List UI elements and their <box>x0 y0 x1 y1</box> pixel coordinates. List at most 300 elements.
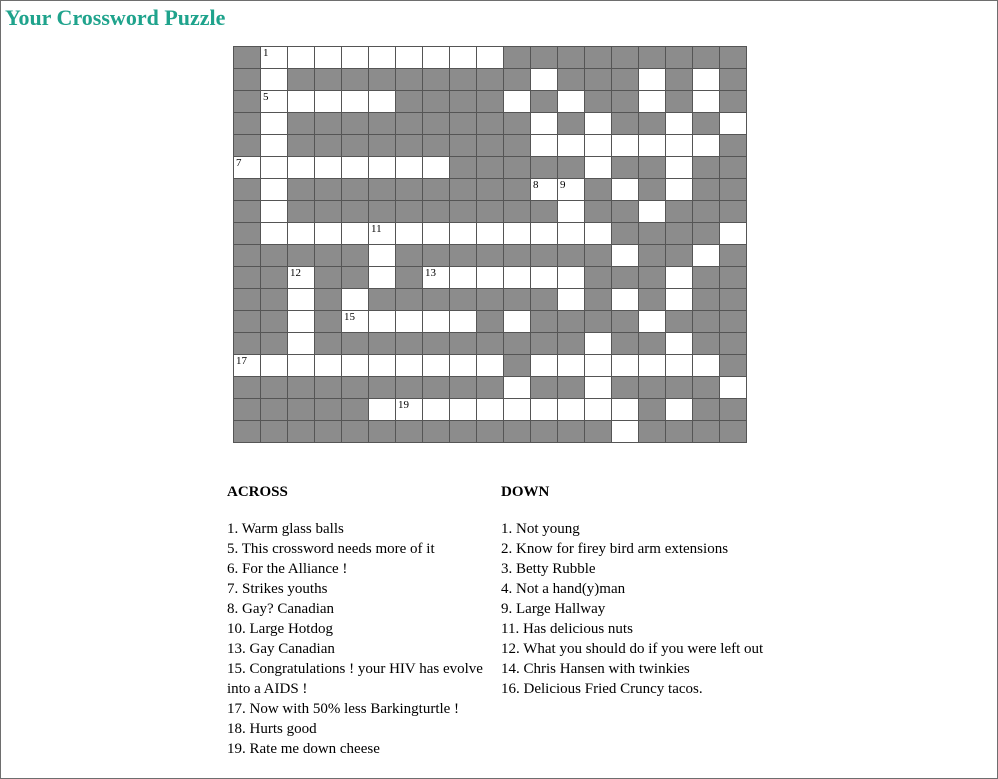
block-cell <box>558 377 585 399</box>
block-cell <box>288 135 315 157</box>
block-cell <box>450 69 477 91</box>
block-cell <box>234 69 261 91</box>
answer-cell[interactable] <box>639 135 666 157</box>
block-cell <box>234 399 261 421</box>
answer-cell[interactable] <box>666 113 693 135</box>
answer-cell[interactable] <box>666 289 693 311</box>
block-cell <box>612 157 639 179</box>
block-cell <box>585 421 612 443</box>
answer-cell[interactable] <box>261 47 288 69</box>
answer-cell[interactable] <box>234 157 261 179</box>
block-cell <box>477 179 504 201</box>
answer-cell[interactable] <box>342 223 369 245</box>
block-cell <box>693 311 720 333</box>
block-cell <box>396 69 423 91</box>
block-cell <box>477 91 504 113</box>
answer-cell[interactable] <box>504 223 531 245</box>
answer-cell[interactable] <box>396 157 423 179</box>
block-cell <box>585 69 612 91</box>
answer-cell[interactable] <box>315 47 342 69</box>
answer-cell[interactable] <box>369 91 396 113</box>
answer-cell[interactable] <box>531 399 558 421</box>
answer-cell[interactable] <box>423 223 450 245</box>
grid-row <box>234 355 747 377</box>
answer-cell[interactable] <box>585 223 612 245</box>
answer-cell[interactable] <box>423 157 450 179</box>
down-clue: 12. What you should do if you were left out <box>501 641 764 657</box>
answer-cell[interactable] <box>342 289 369 311</box>
block-cell <box>369 69 396 91</box>
block-cell <box>450 113 477 135</box>
grid-row <box>234 333 747 355</box>
answer-cell[interactable] <box>666 333 693 355</box>
block-cell <box>531 311 558 333</box>
answer-cell[interactable] <box>423 267 450 289</box>
answer-cell[interactable] <box>288 333 315 355</box>
block-cell <box>504 421 531 443</box>
answer-cell[interactable] <box>261 69 288 91</box>
answer-cell[interactable] <box>693 245 720 267</box>
block-cell <box>666 245 693 267</box>
block-cell <box>666 69 693 91</box>
block-cell <box>450 421 477 443</box>
block-cell <box>315 311 342 333</box>
answer-cell[interactable] <box>315 91 342 113</box>
block-cell <box>477 245 504 267</box>
block-cell <box>261 245 288 267</box>
answer-cell[interactable] <box>396 355 423 377</box>
block-cell <box>693 421 720 443</box>
answer-cell[interactable] <box>234 355 261 377</box>
block-cell <box>315 399 342 421</box>
answer-cell[interactable] <box>639 355 666 377</box>
answer-cell[interactable] <box>396 399 423 421</box>
clue-number: 1 <box>263 47 269 59</box>
answer-cell[interactable] <box>666 179 693 201</box>
answer-cell[interactable] <box>288 157 315 179</box>
block-cell <box>315 201 342 223</box>
block-cell <box>342 179 369 201</box>
grid-row <box>234 223 747 245</box>
block-cell <box>450 91 477 113</box>
block-cell <box>720 399 747 421</box>
block-cell <box>396 267 423 289</box>
block-cell <box>288 377 315 399</box>
block-cell <box>504 245 531 267</box>
block-cell <box>504 157 531 179</box>
answer-cell[interactable] <box>396 223 423 245</box>
answer-cell[interactable] <box>666 135 693 157</box>
block-cell <box>450 157 477 179</box>
across-clue: 19. Rate me down cheese <box>227 741 380 757</box>
grid-row <box>234 135 747 157</box>
block-cell <box>396 113 423 135</box>
block-cell <box>342 399 369 421</box>
answer-cell[interactable] <box>369 311 396 333</box>
block-cell <box>504 289 531 311</box>
answer-cell[interactable] <box>558 355 585 377</box>
block-cell <box>639 333 666 355</box>
block-cell <box>288 113 315 135</box>
block-cell <box>531 201 558 223</box>
answer-cell[interactable] <box>666 267 693 289</box>
answer-cell[interactable] <box>531 355 558 377</box>
block-cell <box>720 355 747 377</box>
answer-cell[interactable] <box>612 245 639 267</box>
answer-cell[interactable] <box>639 311 666 333</box>
down-clue: 2. Know for firey bird arm extensions <box>501 541 729 557</box>
block-cell <box>261 421 288 443</box>
down-clue: 11. Has delicious nuts <box>501 621 633 637</box>
answer-cell[interactable] <box>261 201 288 223</box>
answer-cell[interactable] <box>639 201 666 223</box>
answer-cell[interactable] <box>558 289 585 311</box>
block-cell <box>423 69 450 91</box>
block-cell <box>369 289 396 311</box>
block-cell <box>450 201 477 223</box>
block-cell <box>261 311 288 333</box>
answer-cell[interactable] <box>531 179 558 201</box>
answer-cell[interactable] <box>369 47 396 69</box>
across-clue: 15. Congratulations ! your HIV has evolve into a AIDS ! <box>227 661 483 697</box>
block-cell <box>342 421 369 443</box>
clue-number: 17 <box>236 355 247 367</box>
block-cell <box>720 333 747 355</box>
block-cell <box>477 289 504 311</box>
block-cell <box>612 267 639 289</box>
block-cell <box>288 399 315 421</box>
block-cell <box>234 333 261 355</box>
block-cell <box>558 311 585 333</box>
block-cell <box>315 135 342 157</box>
block-cell <box>531 289 558 311</box>
block-cell <box>315 113 342 135</box>
block-cell <box>342 333 369 355</box>
answer-cell[interactable] <box>693 135 720 157</box>
answer-cell[interactable] <box>558 267 585 289</box>
grid-row <box>234 179 747 201</box>
answer-cell[interactable] <box>342 311 369 333</box>
grid-row <box>234 421 747 443</box>
block-cell <box>450 179 477 201</box>
answer-cell[interactable] <box>369 355 396 377</box>
grid-row <box>234 289 747 311</box>
answer-cell[interactable] <box>261 91 288 113</box>
across-clue: 13. Gay Canadian <box>227 641 335 657</box>
block-cell <box>234 311 261 333</box>
block-cell <box>639 245 666 267</box>
answer-cell[interactable] <box>288 91 315 113</box>
answer-cell[interactable] <box>531 135 558 157</box>
block-cell <box>639 267 666 289</box>
block-cell <box>423 421 450 443</box>
grid-row <box>234 399 747 421</box>
answer-cell[interactable] <box>585 399 612 421</box>
answer-cell[interactable] <box>693 69 720 91</box>
answer-cell[interactable] <box>288 289 315 311</box>
answer-cell[interactable] <box>315 355 342 377</box>
block-cell <box>396 91 423 113</box>
answer-cell[interactable] <box>612 355 639 377</box>
clue-number: 12 <box>290 267 301 279</box>
block-cell <box>612 311 639 333</box>
block-cell <box>234 47 261 69</box>
answer-cell[interactable] <box>612 289 639 311</box>
answer-cell[interactable] <box>369 223 396 245</box>
answer-cell[interactable] <box>612 179 639 201</box>
block-cell <box>423 289 450 311</box>
block-cell <box>693 47 720 69</box>
grid-row <box>234 377 747 399</box>
answer-cell[interactable] <box>288 223 315 245</box>
answer-cell[interactable] <box>288 355 315 377</box>
answer-cell[interactable] <box>639 91 666 113</box>
answer-cell[interactable] <box>261 113 288 135</box>
block-cell <box>639 421 666 443</box>
block-cell <box>369 333 396 355</box>
answer-cell[interactable] <box>504 91 531 113</box>
block-cell <box>342 113 369 135</box>
answer-cell[interactable] <box>720 113 747 135</box>
across-clues <box>227 482 489 759</box>
answer-cell[interactable] <box>423 311 450 333</box>
block-cell <box>423 333 450 355</box>
block-cell <box>315 69 342 91</box>
across-clue: 8. Gay? Canadian <box>227 601 335 617</box>
block-cell <box>531 47 558 69</box>
answer-cell[interactable] <box>531 267 558 289</box>
answer-cell[interactable] <box>369 157 396 179</box>
block-cell <box>234 377 261 399</box>
answer-cell[interactable] <box>261 223 288 245</box>
answer-cell[interactable] <box>558 91 585 113</box>
block-cell <box>720 289 747 311</box>
block-cell <box>396 179 423 201</box>
block-cell <box>720 47 747 69</box>
answer-cell[interactable] <box>423 47 450 69</box>
grid-row <box>234 245 747 267</box>
block-cell <box>342 135 369 157</box>
block-cell <box>720 179 747 201</box>
block-cell <box>234 267 261 289</box>
across-clue: 7. Strikes youths <box>227 581 328 597</box>
block-cell <box>450 377 477 399</box>
block-cell <box>531 157 558 179</box>
block-cell <box>531 421 558 443</box>
answer-cell[interactable] <box>720 223 747 245</box>
across-clue: 18. Hurts good <box>227 721 317 737</box>
block-cell <box>396 201 423 223</box>
block-cell <box>612 333 639 355</box>
block-cell <box>558 113 585 135</box>
block-cell <box>315 179 342 201</box>
block-cell <box>234 135 261 157</box>
answer-cell[interactable] <box>639 69 666 91</box>
block-cell <box>585 245 612 267</box>
answer-cell[interactable] <box>369 399 396 421</box>
block-cell <box>639 47 666 69</box>
block-cell <box>261 289 288 311</box>
block-cell <box>423 113 450 135</box>
answer-cell[interactable] <box>504 399 531 421</box>
block-cell <box>639 289 666 311</box>
answer-cell[interactable] <box>558 223 585 245</box>
answer-cell[interactable] <box>261 157 288 179</box>
block-cell <box>450 289 477 311</box>
answer-cell[interactable] <box>396 311 423 333</box>
block-cell <box>558 69 585 91</box>
answer-cell[interactable] <box>342 47 369 69</box>
answer-cell[interactable] <box>558 179 585 201</box>
answer-cell[interactable] <box>342 157 369 179</box>
grid-row <box>234 91 747 113</box>
clue-number: 9 <box>560 179 566 191</box>
answer-cell[interactable] <box>531 113 558 135</box>
answer-cell[interactable] <box>558 399 585 421</box>
answer-cell[interactable] <box>450 267 477 289</box>
block-cell <box>693 399 720 421</box>
answer-cell[interactable] <box>450 399 477 421</box>
block-cell <box>315 289 342 311</box>
answer-cell[interactable] <box>315 157 342 179</box>
answer-cell[interactable] <box>423 399 450 421</box>
block-cell <box>504 113 531 135</box>
answer-cell[interactable] <box>369 245 396 267</box>
answer-cell[interactable] <box>504 267 531 289</box>
answer-cell[interactable] <box>477 355 504 377</box>
block-cell <box>342 245 369 267</box>
answer-cell[interactable] <box>450 311 477 333</box>
block-cell <box>504 179 531 201</box>
answer-cell[interactable] <box>342 91 369 113</box>
answer-cell[interactable] <box>585 113 612 135</box>
answer-cell[interactable] <box>477 47 504 69</box>
answer-cell[interactable] <box>477 399 504 421</box>
block-cell <box>693 201 720 223</box>
down-clue: 4. Not a hand(y)man <box>501 581 626 597</box>
down-clue: 14. Chris Hansen with twinkies <box>501 661 690 677</box>
answer-cell[interactable] <box>666 355 693 377</box>
answer-cell[interactable] <box>666 157 693 179</box>
answer-cell[interactable] <box>396 47 423 69</box>
block-cell <box>477 377 504 399</box>
block-cell <box>315 377 342 399</box>
answer-cell[interactable] <box>504 377 531 399</box>
block-cell <box>423 91 450 113</box>
answer-cell[interactable] <box>450 355 477 377</box>
block-cell <box>585 201 612 223</box>
block-cell <box>234 289 261 311</box>
block-cell <box>369 113 396 135</box>
answer-cell[interactable] <box>288 47 315 69</box>
block-cell <box>612 377 639 399</box>
answer-cell[interactable] <box>585 377 612 399</box>
answer-cell[interactable] <box>450 223 477 245</box>
block-cell <box>720 267 747 289</box>
answer-cell[interactable] <box>558 135 585 157</box>
answer-cell[interactable] <box>450 47 477 69</box>
grid-row <box>234 47 747 69</box>
answer-cell[interactable] <box>423 355 450 377</box>
block-cell <box>477 201 504 223</box>
block-cell <box>342 201 369 223</box>
down-clue-list <box>501 519 781 699</box>
block-cell <box>396 377 423 399</box>
block-cell <box>558 333 585 355</box>
block-cell <box>585 267 612 289</box>
block-cell <box>720 69 747 91</box>
answer-cell[interactable] <box>288 311 315 333</box>
block-cell <box>369 135 396 157</box>
block-cell <box>369 201 396 223</box>
answer-cell[interactable] <box>369 267 396 289</box>
answer-cell[interactable] <box>288 267 315 289</box>
block-cell <box>423 135 450 157</box>
block-cell <box>261 399 288 421</box>
block-cell <box>504 355 531 377</box>
answer-cell[interactable] <box>342 355 369 377</box>
answer-cell[interactable] <box>261 355 288 377</box>
answer-cell[interactable] <box>477 223 504 245</box>
block-cell <box>342 267 369 289</box>
block-cell <box>450 333 477 355</box>
answer-cell[interactable] <box>612 135 639 157</box>
answer-cell[interactable] <box>261 179 288 201</box>
block-cell <box>342 69 369 91</box>
block-cell <box>612 47 639 69</box>
block-cell <box>693 377 720 399</box>
answer-cell[interactable] <box>261 135 288 157</box>
across-clue-list <box>227 519 489 759</box>
down-clue: 9. Large Hallway <box>501 601 606 617</box>
block-cell <box>423 245 450 267</box>
block-cell <box>477 113 504 135</box>
block-cell <box>504 201 531 223</box>
answer-cell[interactable] <box>693 355 720 377</box>
answer-cell[interactable] <box>531 223 558 245</box>
block-cell <box>234 113 261 135</box>
block-cell <box>666 47 693 69</box>
down-clues <box>501 482 781 699</box>
answer-cell[interactable] <box>477 267 504 289</box>
answer-cell[interactable] <box>666 399 693 421</box>
answer-cell[interactable] <box>720 377 747 399</box>
answer-cell[interactable] <box>612 399 639 421</box>
block-cell <box>639 179 666 201</box>
block-cell <box>234 201 261 223</box>
answer-cell[interactable] <box>585 333 612 355</box>
block-cell <box>234 91 261 113</box>
block-cell <box>558 157 585 179</box>
block-cell <box>720 91 747 113</box>
answer-cell[interactable] <box>585 135 612 157</box>
clue-number: 8 <box>533 179 539 191</box>
answer-cell[interactable] <box>504 311 531 333</box>
answer-cell[interactable] <box>585 157 612 179</box>
answer-cell[interactable] <box>531 69 558 91</box>
block-cell <box>639 377 666 399</box>
block-cell <box>477 157 504 179</box>
grid-row <box>234 311 747 333</box>
answer-cell[interactable] <box>315 223 342 245</box>
answer-cell[interactable] <box>612 421 639 443</box>
answer-cell[interactable] <box>558 201 585 223</box>
block-cell <box>396 333 423 355</box>
answer-cell[interactable] <box>585 355 612 377</box>
down-clue: 16. Delicious Fried Cruncy tacos. <box>501 681 703 697</box>
block-cell <box>396 289 423 311</box>
answer-cell[interactable] <box>693 91 720 113</box>
